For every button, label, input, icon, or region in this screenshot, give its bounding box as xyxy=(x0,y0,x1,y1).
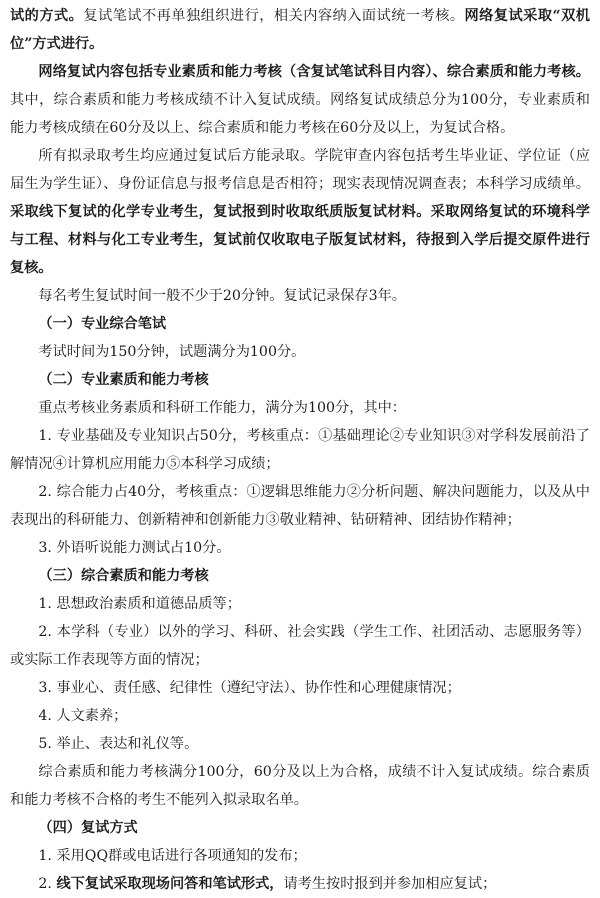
list-item: 1. 采用QQ群或电话进行各项通知的发布； xyxy=(38,848,307,864)
list-item: 1. 专业基础及专业知识占50分，考核重点：①基础理论②专业知识③对学科发展前沿了解情况④计算机应用能力⑤本科学习成绩； xyxy=(10,428,590,472)
paragraph-admission-review xyxy=(10,142,590,282)
list-number: 2. xyxy=(38,876,57,892)
paragraph-retest-format xyxy=(10,2,590,58)
bold-text: 线下复试采取现场问答和笔试形式， xyxy=(56,876,284,892)
section-text: 考试时间为150分钟，试题满分为100分。 xyxy=(38,344,306,360)
bold-text: 网络复试采取“双机位”方式进行。 xyxy=(10,8,590,52)
bold-text: 网络复试内容包括专业素质和能力考核（含复试笔试科目内容）、综合素质和能力考核。 xyxy=(38,64,590,80)
section-text: 综合素质和能力考核满分100分，60分及以上为合格，成绩不计入复试成绩。综合素质和能力考核不合格的考生不能列入拟录取名单。 xyxy=(10,764,590,808)
paragraph-online-retest-content xyxy=(10,58,590,142)
paragraph-retest-duration: 每名考生复试时间一般不少于20分钟。复试记录保存3年。 xyxy=(38,288,406,304)
section-heading-written-exam: （一）专业综合笔试 xyxy=(38,316,167,332)
list-item: 3. 外语听说能力测试占10分。 xyxy=(38,540,231,556)
section-heading-comprehensive-assessment: （三）综合素质和能力考核 xyxy=(38,568,209,584)
body-text: 复试笔试不再单独组织进行，相关内容纳入面试统一考核。 xyxy=(83,8,465,24)
body-text: 请考生按时报到并参加相应复试； xyxy=(283,876,497,892)
bold-text: 试的方式。 xyxy=(10,8,84,24)
list-item: 2. 本学科（专业）以外的学习、科研、社会实践（学生工作、社团活动、志愿服务等）或实际工作表现等方面的情况； xyxy=(10,624,590,668)
section-heading-retest-method: （四）复试方式 xyxy=(38,820,138,836)
body-text: 所有拟录取考生均应通过复试后方能录取。学院审查内容包括考生毕业证、学位证（应届生为学生证）、身份证信息与报考信息是否相符；现实表现情况调查表；本科学习成绩单。 xyxy=(10,148,590,192)
section-text: 重点考核业务素质和科研工作能力，满分为100分，其中： xyxy=(38,400,406,416)
list-item: 1. 思想政治素质和道德品质等； xyxy=(38,596,241,612)
list-item: 4. 人文素养； xyxy=(38,708,128,724)
list-item: 5. 举止、表达和礼仪等。 xyxy=(38,736,199,752)
list-item: 3. 事业心、责任感、纪律性（遵纪守法）、协作性和心理健康情况； xyxy=(38,680,461,696)
list-item xyxy=(10,870,590,898)
list-item: 2. 综合能力占40分，考核重点：①逻辑思维能力②分析问题、解决问题能力，以及从中表现出的科研能力、创新精神和创新能力③敬业精神、钻研精神、团结协作精神； xyxy=(10,484,590,528)
bold-text: 采取线下复试的化学专业考生，复试报到时收取纸质版复试材料。采取网络复试的环境科学与工程、材料与化工专业考生，复试前仅收取电子版复试材料，待报到入学后提交原件进行复核。 xyxy=(10,204,590,276)
body-text: 其中，综合素质和能力考核成绩不计入复试成绩。网络复试成绩总分为100分，专业素质和能力考核成绩在60分及以上、综合素质和能力考核在60分及以上，为复试合格。 xyxy=(10,92,590,136)
section-heading-professional-assessment: （二）专业素质和能力考核 xyxy=(38,372,209,388)
